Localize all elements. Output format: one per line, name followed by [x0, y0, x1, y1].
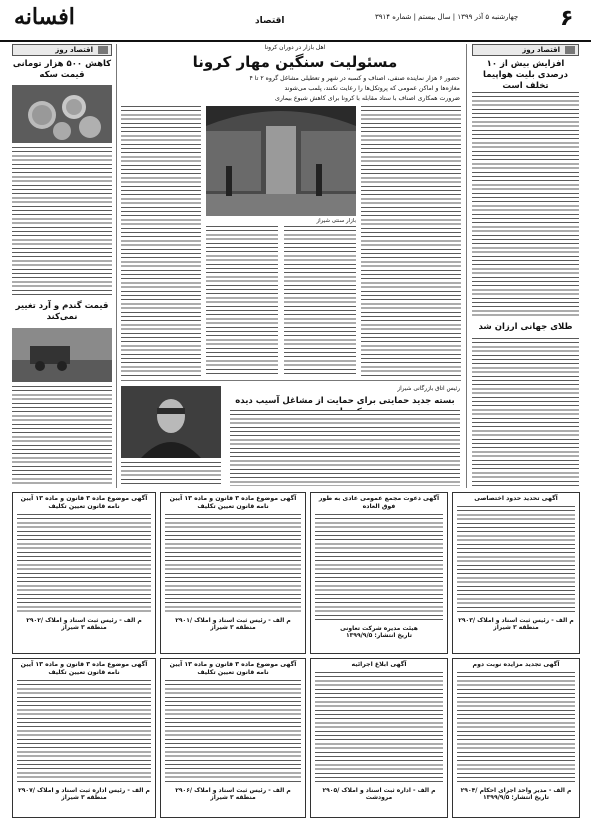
bazaar-photo [206, 106, 356, 216]
ad-4-footer2: منطقه ۳ شیراز [61, 624, 107, 631]
ad-box-6 [310, 658, 448, 818]
sub-article-body [230, 410, 460, 486]
ad-8-body [17, 680, 151, 784]
ad-box-2 [310, 492, 448, 654]
right-article-body [472, 92, 579, 318]
sub-article-kicker: رئیس اتاق بازرگانی شیراز [397, 386, 460, 392]
ad-box-4 [12, 492, 156, 654]
newspaper-logo: افسانه [14, 4, 75, 30]
ad-2-title: آگهی دعوت مجمع عمومی عادی به طور فوق العاده [318, 495, 440, 510]
date-line: چهارشنبه ۵ آذر ۱۳۹۹ | سال بیستم | شماره ۳۹۱۴ [375, 13, 519, 21]
left-headline-coin: کاهش ۵۰۰ هزار تومانی قیمت سکه [12, 59, 112, 80]
ad-5-footer: ۲۹۰۴/ م الف - مدیر واحد اجرای احکام [460, 787, 572, 794]
ad-4-body [17, 514, 151, 614]
ad-5-title: آگهی تجدید مزایده نوبت دوم [472, 661, 560, 668]
ad-7-footer: ۲۹۰۶/ م الف - رئیس ثبت اسناد و املاک [175, 787, 291, 794]
ad-6-footer: ۲۹۰۵/ م الف - اداره ثبت اسناد و املاک [322, 787, 436, 794]
center-right-text [361, 106, 461, 376]
ad-box-1 [452, 492, 580, 654]
right-article-body-2 [472, 338, 579, 486]
left-section-label: اقتصاد روز [12, 44, 112, 56]
column-divider [116, 44, 117, 488]
left-article-body [12, 147, 112, 297]
ad-8-footer2: منطقه ۳ شیراز [61, 794, 107, 801]
ad-1-footer: ۲۹۰۳/ م الف - رئیس ثبت اسناد و املاک [458, 617, 574, 624]
ad-7-footer2: منطقه ۳ شیراز [210, 794, 256, 801]
bazaar-photo-caption: بازار سنتی شیراز [316, 218, 356, 224]
masthead [0, 0, 591, 42]
right-section-label: اقتصاد روز [472, 44, 579, 56]
section-divider [121, 380, 461, 381]
sub-article-body-2 [121, 462, 221, 486]
ad-7-body [165, 680, 301, 784]
left-headline-wheat: قیمت گندم و آرد تغییر نمی‌کند [15, 301, 109, 322]
ad-2-body [315, 514, 443, 622]
ad-6-title: آگهی ابلاغ اجرائیه [351, 661, 407, 668]
ad-box-8 [12, 658, 156, 818]
center-kicker: اهل بازار در دوران کرونا [264, 44, 326, 51]
ad-1-title: آگهی تحدید حدود اختصاصی [474, 495, 558, 502]
column-divider-right [466, 44, 467, 488]
ad-5-footer2: تاریخ انتشار: ۱۳۹۹/۹/۵ [482, 794, 550, 801]
section-title: اقتصاد [255, 16, 285, 26]
ad-1-body [457, 506, 575, 614]
sub-article-headline: بسته جدید حمایتی برای حمایت از مشاغل آسیب دیده [235, 396, 455, 406]
wheat-photo-art [12, 328, 112, 382]
official-portrait-art [121, 386, 221, 458]
ad-6-body [315, 672, 443, 784]
bullet-2: مغازه‌ها و اماکن عمومی که پروتکل‌ها را رعایت نکنند، پلمب می‌شوند [284, 85, 460, 92]
ad-box-5 [452, 658, 580, 818]
bullet-1: حضور ۶ هزار نماینده صنفی، اصناف و کسبه در شهر و تعطیلی مشاغل گروه ۲ تا ۴ [249, 75, 460, 82]
ad-box-3 [160, 492, 306, 654]
ad-6-footer2: مرودشت [365, 794, 393, 801]
coin-photo-art [12, 85, 112, 143]
left-article-body-2 [12, 386, 112, 486]
wheat-photo [12, 328, 112, 382]
ad-3-body [165, 514, 301, 614]
main-headline: مسئولیت سنگین مهار کرونا [192, 53, 398, 71]
center-mid-text-2 [284, 226, 356, 376]
ad-4-footer: ۲۹۰۲/ م الف - رئیس ثبت اسناد و املاک [26, 617, 142, 624]
coin-photo [12, 85, 112, 143]
ad-4-title: آگهی موضوع ماده ۳ قانون و ماده ۱۳ آیین نامه قانون تعیین تکلیف [20, 495, 148, 510]
ad-5-body [457, 672, 575, 784]
ad-3-footer: ۲۹۰۱/ م الف - رئیس ثبت اسناد و املاک [175, 617, 291, 624]
ad-7-title: آگهی موضوع ماده ۳ قانون و ماده ۱۳ آیین نامه قانون تعیین تکلیف [169, 661, 297, 676]
ad-2-footer: هیئت مدیره شرکت تعاونی [340, 625, 418, 632]
center-left-text [121, 106, 201, 376]
official-photo [121, 386, 221, 458]
ad-1-footer2: منطقه ۳ شیراز [493, 624, 539, 631]
right-headline-gold: طلای جهانی ارزان شد [478, 322, 573, 332]
bazaar-photo-art [206, 106, 356, 216]
ad-3-title: آگهی موضوع ماده ۳ قانون و ماده ۱۳ آیین نامه قانون تعیین تکلیف [169, 495, 297, 510]
page-number: ۶ [560, 6, 574, 31]
ad-8-footer: ۲۹۰۷/ م الف - رئیس اداره ثبت اسناد و املاک [18, 787, 150, 794]
right-headline-flight: افزایش بیش از ۱۰ درصدی بلیت هواپیما تخلف است [483, 59, 568, 91]
bullet-3: ضرورت همکاری اصناف با ستاد مقابله با کرونا برای کاهش شیوع بیماری [275, 95, 460, 102]
ad-box-7 [160, 658, 306, 818]
ad-3-footer2: منطقه ۳ شیراز [210, 624, 256, 631]
center-mid-text-1 [206, 226, 278, 376]
ad-8-title: آگهی موضوع ماده ۳ قانون و ماده ۱۳ آیین نامه قانون تعیین تکلیف [20, 661, 148, 676]
ad-2-footer2: تاریخ انتشار: ۱۳۹۹/۹/۵ [345, 632, 413, 639]
